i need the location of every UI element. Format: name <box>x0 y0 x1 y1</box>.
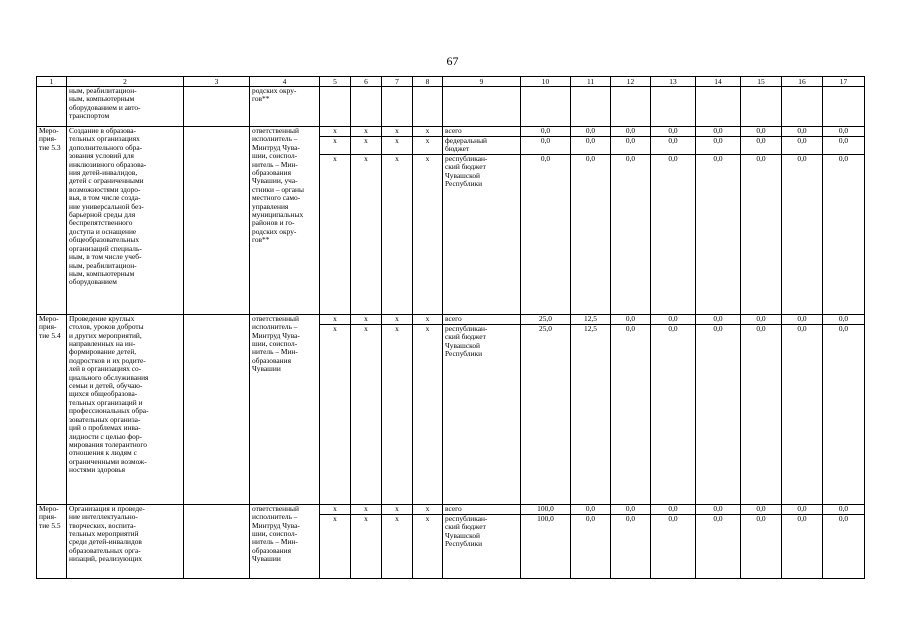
funding-value: 0,0 <box>571 127 611 137</box>
code-mark: х <box>413 314 443 324</box>
code-mark: х <box>382 154 413 314</box>
code-mark: х <box>382 504 413 514</box>
column-number: 6 <box>351 77 382 87</box>
measure-executor: ответственный исполнитель – Минтруд Чува- шии, соиспол- нитель – Мин- образования Чувашии, уча- стники – органы местного само- управления муниципальных районов и го- родских окру- гов** <box>250 127 320 315</box>
funding-value: 0,0 <box>823 504 865 514</box>
funding-source: республикан- ский бюджет Чувашской Республики <box>443 514 521 578</box>
funding-value: 0,0 <box>651 514 696 578</box>
funding-value: 25,0 <box>521 324 571 504</box>
column-number: 5 <box>320 77 351 87</box>
funding-value: 0,0 <box>696 154 741 314</box>
column-number: 4 <box>250 77 320 87</box>
funding-value: 0,0 <box>741 137 782 155</box>
column-number: 2 <box>67 77 184 87</box>
funding-value: 0,0 <box>696 324 741 504</box>
funding-value: 0,0 <box>651 127 696 137</box>
cell-empty <box>184 504 250 578</box>
code-mark: х <box>382 127 413 137</box>
funding-value: 100,0 <box>521 514 571 578</box>
funding-value: 0,0 <box>741 504 782 514</box>
funding-value: 0,0 <box>571 504 611 514</box>
funding-value: 0,0 <box>611 504 651 514</box>
funding-value: 0,0 <box>823 127 865 137</box>
funding-value: 0,0 <box>782 514 823 578</box>
funding-value: 0,0 <box>696 127 741 137</box>
measure-label: Меро- прия- тие 5.3 <box>37 127 67 315</box>
column-number: 17 <box>823 77 865 87</box>
funding-value: 0,0 <box>696 137 741 155</box>
funding-value: 0,0 <box>611 127 651 137</box>
funding-value: 0,0 <box>611 137 651 155</box>
code-mark: х <box>320 514 351 578</box>
column-number: 11 <box>571 77 611 87</box>
code-mark: х <box>413 324 443 504</box>
measure-label: Меро- прия- тие 5.5 <box>37 504 67 578</box>
funding-value: 0,0 <box>782 137 823 155</box>
funding-value: 0,0 <box>782 314 823 324</box>
measure-row <box>37 504 865 514</box>
code-mark: х <box>351 324 382 504</box>
column-number: 10 <box>521 77 571 87</box>
funding-source: федеральный бюджет <box>443 137 521 155</box>
code-mark: х <box>382 514 413 578</box>
cell-executor: родских окру- гов** <box>250 87 320 127</box>
funding-source: республикан- ский бюджет Чувашской Республики <box>443 154 521 314</box>
column-number: 8 <box>413 77 443 87</box>
column-number: 14 <box>696 77 741 87</box>
code-mark: х <box>413 137 443 155</box>
funding-value: 25,0 <box>521 314 571 324</box>
funding-value: 0,0 <box>611 154 651 314</box>
program-table <box>36 76 865 579</box>
column-number: 9 <box>443 77 521 87</box>
column-number: 12 <box>611 77 651 87</box>
code-mark: х <box>320 127 351 137</box>
funding-value: 0,0 <box>741 154 782 314</box>
measure-executor: ответственный исполнитель – Минтруд Чува- шии, соиспол- нитель – Мин- образования Чувашии <box>250 314 320 504</box>
funding-value: 0,0 <box>611 324 651 504</box>
funding-value: 0,0 <box>521 127 571 137</box>
funding-source: всего <box>443 504 521 514</box>
funding-value: 0,0 <box>651 504 696 514</box>
funding-value: 0,0 <box>696 314 741 324</box>
funding-value: 0,0 <box>651 314 696 324</box>
funding-value: 12,5 <box>571 314 611 324</box>
code-mark: х <box>413 127 443 137</box>
funding-value: 0,0 <box>521 154 571 314</box>
funding-value: 0,0 <box>651 154 696 314</box>
funding-source: всего <box>443 127 521 137</box>
code-mark: х <box>351 314 382 324</box>
column-number: 1 <box>37 77 67 87</box>
funding-value: 0,0 <box>741 324 782 504</box>
cell-empty <box>184 314 250 504</box>
column-number: 3 <box>184 77 250 87</box>
funding-value: 0,0 <box>571 137 611 155</box>
funding-source: всего <box>443 314 521 324</box>
column-number: 15 <box>741 77 782 87</box>
code-mark: х <box>351 154 382 314</box>
funding-value: 0,0 <box>823 137 865 155</box>
measure-row <box>37 127 865 137</box>
code-mark: х <box>351 504 382 514</box>
code-mark: х <box>413 154 443 314</box>
funding-value: 0,0 <box>782 324 823 504</box>
funding-value: 100,0 <box>521 504 571 514</box>
funding-value: 0,0 <box>571 154 611 314</box>
code-mark: х <box>413 504 443 514</box>
measure-description: Создание в образова- тельных организациях дополнительного обра- зования условий для инклюзивного образова- ния детей-инвалидов, детей с ограниченными возможностями здоро- вья, в том числе созда- ние универсальной без- барьерной среды для беспрепятственного доступа и оснащение общеобразовательных организаций специаль- ным, в том числе учеб- ным, реабилитацион- ным, компьютерным оборудованием <box>67 127 184 315</box>
funding-value: 0,0 <box>696 504 741 514</box>
funding-value: 0,0 <box>782 154 823 314</box>
code-mark: х <box>413 514 443 578</box>
code-mark: х <box>351 137 382 155</box>
code-mark: х <box>320 314 351 324</box>
funding-value: 0,0 <box>823 154 865 314</box>
measure-description: Проведение круглых столов, уроков доброты и других мероприятий, направленных на ин- формирование детей, подростков и их родите- лей в организациях со- циального обслуживания семьи и детей, обучаю- щихся общеобразова- тельных организаций и профессиональных обра- зовательных организа- ций о проблемах инва- лидности с целью фор- мирования толерантного отношения к людям с ограниченными возмож- ностями здоровья <box>67 314 184 504</box>
measure-executor: ответственный исполнитель – Минтруд Чува- шии, соиспол- нитель – Мин- образования Чувашии <box>250 504 320 578</box>
funding-value: 0,0 <box>651 137 696 155</box>
funding-value: 0,0 <box>782 127 823 137</box>
measure-label: Меро- прия- тие 5.4 <box>37 314 67 504</box>
funding-value: 0,0 <box>741 314 782 324</box>
funding-source: республикан- ский бюджет Чувашской Республики <box>443 324 521 504</box>
funding-value: 12,5 <box>571 324 611 504</box>
measure-description: Организация и проведе- ние интеллектуально- творческих, воспита- тельных мероприятий среди детей-инвалидов образовательных орга- низаций, реализующих <box>67 504 184 578</box>
funding-value: 0,0 <box>782 504 823 514</box>
cell-empty <box>184 87 250 127</box>
funding-value: 0,0 <box>651 324 696 504</box>
funding-value: 0,0 <box>611 314 651 324</box>
funding-value: 0,0 <box>571 514 611 578</box>
code-mark: х <box>320 324 351 504</box>
funding-value: 0,0 <box>823 314 865 324</box>
code-mark: х <box>320 154 351 314</box>
column-number: 13 <box>651 77 696 87</box>
funding-value: 0,0 <box>823 324 865 504</box>
continuation-row <box>37 87 865 127</box>
page-number: 67 <box>446 54 459 68</box>
code-mark: х <box>351 127 382 137</box>
measure-row <box>37 314 865 324</box>
column-number-row <box>37 77 865 87</box>
cell-text: ным, реабилитацион- ным, компьютерным оборудованием и авто- транспортом <box>67 87 184 127</box>
funding-value: 0,0 <box>521 137 571 155</box>
code-mark: х <box>320 137 351 155</box>
funding-value: 0,0 <box>611 514 651 578</box>
code-mark: х <box>382 314 413 324</box>
funding-value: 0,0 <box>823 514 865 578</box>
code-mark: х <box>382 324 413 504</box>
code-mark: х <box>351 514 382 578</box>
funding-value: 0,0 <box>741 127 782 137</box>
funding-value: 0,0 <box>696 514 741 578</box>
cell-empty <box>184 127 250 315</box>
code-mark: х <box>320 504 351 514</box>
column-number: 16 <box>782 77 823 87</box>
code-mark: х <box>382 137 413 155</box>
column-number: 7 <box>382 77 413 87</box>
cell-label <box>37 87 67 127</box>
funding-value: 0,0 <box>741 514 782 578</box>
